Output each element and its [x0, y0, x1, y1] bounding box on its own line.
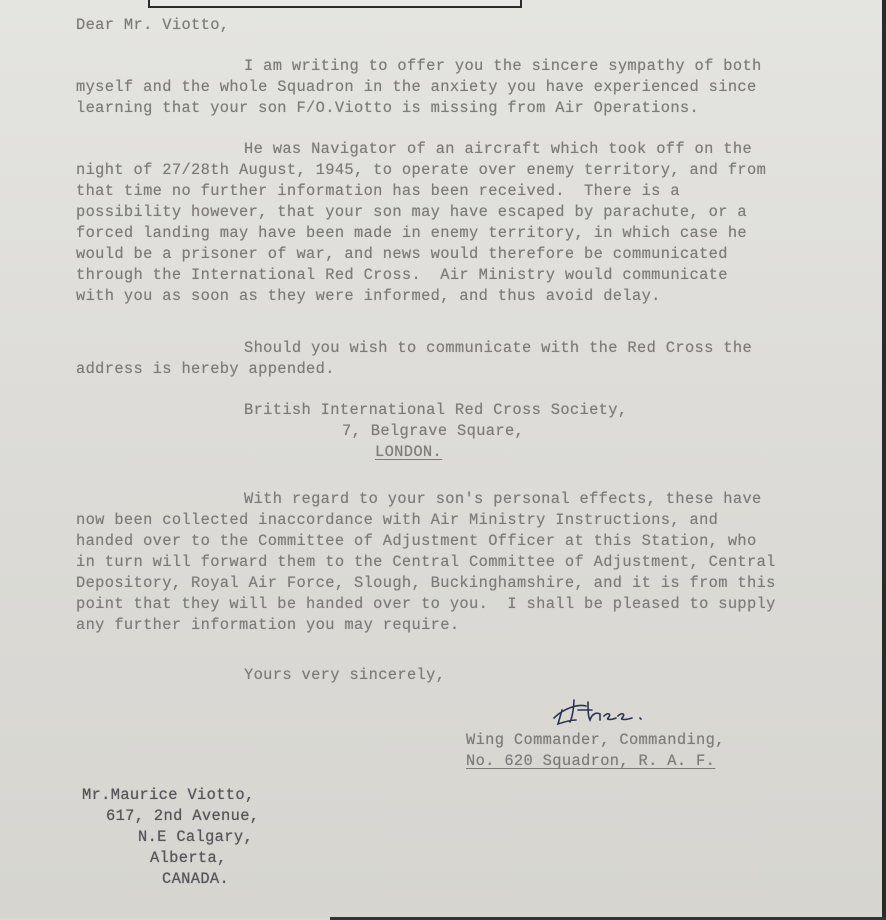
red-cross-street: 7, Belgrave Square, — [342, 422, 525, 440]
recipient-province: Alberta, — [150, 849, 227, 867]
paragraph2-line: forced landing may have been made in enemy territory, in which case he — [76, 224, 748, 242]
closing: Yours very sincerely, — [244, 666, 446, 684]
paragraph4-line: now been collected inaccordance with Air Ministry Instructions, and — [76, 511, 719, 529]
red-cross-name: British International Red Cross Society, — [244, 401, 628, 419]
paragraph4-line: point that they will be handed over to you. I shall be pleased to supply — [76, 595, 776, 613]
signer-title: Wing Commander, Commanding, — [466, 731, 725, 749]
paragraph2-line: with you as soon as they were informed, and thus avoid delay. — [76, 287, 661, 305]
paragraph1-line: myself and the whole Squadron in the anxiety you have experienced since — [76, 78, 757, 96]
paragraph4-line: in turn will forward them to the Central Committee of Adjustment, Central — [76, 553, 776, 571]
recipient-name: Mr.Maurice Viotto, — [82, 786, 255, 804]
paragraph1-line: learning that your son F/O.Viotto is missing from Air Operations. — [76, 99, 700, 117]
salutation: Dear Mr. Viotto, — [76, 16, 230, 34]
paragraph1-line: I am writing to offer you the sincere sympathy of both — [244, 57, 762, 75]
paragraph2-line: possibility however, that your son may have escaped by parachute, or a — [76, 203, 748, 221]
recipient-street: 617, 2nd Avenue, — [106, 807, 260, 825]
signer-unit: No. 620 Squadron, R. A. F. — [466, 752, 716, 770]
recipient-city: N.E Calgary, — [138, 828, 254, 846]
paragraph4-line: any further information you may require. — [76, 616, 460, 634]
paragraph3-line: address is hereby appended. — [76, 360, 335, 378]
paragraph4-line: Depository, Royal Air Force, Slough, Buckinghamshire, and it is from this — [76, 574, 776, 592]
red-cross-city: LONDON. — [375, 443, 443, 461]
recipient-country: CANADA. — [162, 870, 230, 888]
paragraph3-line: Should you wish to communicate with the Red Cross the — [244, 339, 753, 357]
paragraph2-line: He was Navigator of an aircraft which took off on the — [244, 140, 753, 158]
paragraph2-line: would be a prisoner of war, and news would therefore be communicated — [76, 245, 728, 263]
handwritten-signature — [548, 696, 668, 728]
paragraph2-line: night of 27/28th August, 1945, to operate over enemy territory, and from — [76, 161, 767, 179]
paragraph2-line: through the International Red Cross. Air Ministry would communicate — [76, 266, 728, 284]
paragraph4-line: handed over to the Committee of Adjustment Officer at this Station, who — [76, 532, 757, 550]
right-edge-border — [882, 0, 886, 920]
top-frame-box — [148, 0, 522, 8]
paragraph4-line: With regard to your son's personal effects, these have — [244, 490, 762, 508]
paragraph2-line: that time no further information has been received. There is a — [76, 182, 680, 200]
